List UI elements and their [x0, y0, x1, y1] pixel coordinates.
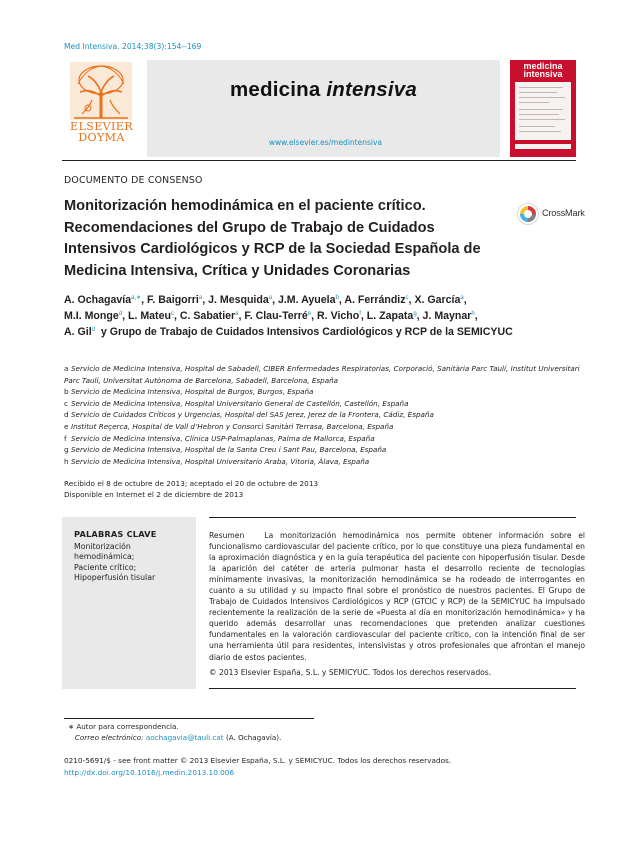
keyword-item: Paciente crítico;	[74, 562, 137, 572]
abstract-top-rule	[209, 517, 576, 518]
keyword-item: Monitorización	[74, 542, 131, 551]
author-affiliation-mark[interactable]: c	[405, 295, 409, 301]
affiliation-item: d Servicio de Cuidados Críticos y Urgencias, Hospital del SAS Jerez, Jerez de la Frontera, Cádiz, España	[64, 410, 434, 420]
abstract-copyright: © 2013 Elsevier España, S.L. y SEMICYUC. Todos los derechos reservados.	[209, 668, 492, 677]
cover-title-line-2: intensiva	[523, 69, 563, 79]
article-dates	[64, 478, 318, 500]
author: A. Ferrándiz$^c$	[344, 294, 409, 306]
affiliation-item: a Servicio de Medicina Intensiva, Hospital de Sabadell, CIBER Enfermedades Respiratorias, Corporació, Sanitària Parc Taulí, Institut Universitari Parc Taulí, Universitat Autònoma de Barcelona, Sabadell, Barcelona, España	[64, 364, 580, 385]
author: A. Gil$^d$	[64, 326, 96, 338]
elsevier-word: ELSEVIER	[70, 120, 133, 133]
author-affiliation-mark[interactable]: a	[460, 295, 464, 301]
crossmark-label: CrossMark	[542, 208, 585, 218]
author: F. Baigorri$^a$	[147, 294, 203, 306]
author: L. Zapata$^g$	[366, 310, 417, 322]
doyma-word: DOYMA	[78, 131, 125, 144]
crossmark-badge[interactable]	[517, 203, 607, 225]
journal-banner	[147, 60, 500, 157]
cover-title-line-1: medicina	[523, 61, 563, 71]
author-affiliation-mark[interactable]: d	[118, 311, 123, 317]
keywords-box	[62, 517, 196, 689]
journal-name-plain: medicina	[229, 78, 327, 101]
journal-cover-thumbnail	[510, 60, 576, 157]
affiliation-item: c Servicio de Medicina Intensiva, Hospital Universitario General de Castellón, Castellón, España	[64, 398, 409, 408]
author: J. Maynar$^h$	[422, 310, 475, 322]
affiliation-item: e Institut Reçerca, Hospital de Vall d’Hebron y Consorci Sanitàri Terrasa, Barcelona, España	[64, 421, 394, 431]
author: F. Clau-Terré$^e$	[244, 310, 312, 322]
elsevier-tree-icon	[70, 62, 132, 120]
cover-title	[510, 62, 576, 78]
cover-footer	[515, 144, 571, 149]
author-affiliation-mark[interactable]: g	[413, 311, 417, 317]
email-label: Correo electrónico:	[74, 733, 144, 742]
correspondence-label: Autor para correspondencia.	[76, 722, 179, 731]
author-affiliation-mark[interactable]: e	[307, 311, 312, 317]
author-list: A. Ochagavía$^{a,∗}$, F. Baigorri$^a$, J. Mesquida$^a$, J.M. Ayuela$^b$, A. Ferrándiz$^c$, X. García$^a$, M.I. Monge$^d$, L. Mateu$^c$, C. Sabatier$^a$, F. Clau-Terré$^e$, R. Vicho$^f$, L. Zapata$^g$, J. Maynar$^h$, A. Gil$^d$ y Grupo de Trabajo de Cuidados Intensivos Cardiológicos y RCP de la SEMICYUC	[64, 294, 513, 338]
elsevier-logo	[62, 60, 141, 157]
authors-group-suffix: y Grupo de Trabajo de Cuidados Intensivos Cardiológicos y RCP de la SEMICYUC	[100, 326, 513, 338]
author-affiliation-mark[interactable]: h	[471, 311, 475, 317]
author-affiliation-mark[interactable]: a	[198, 295, 203, 301]
author-affiliation-mark[interactable]: a	[268, 295, 273, 301]
footnote-rule	[64, 718, 314, 719]
author-affiliation-mark[interactable]: d	[91, 327, 96, 333]
author: X. García$^a$	[414, 294, 464, 306]
correspondence-footnote	[68, 721, 281, 743]
received-date: Recibido el 8 de octubre de 2013; aceptado el 20 de octubre de 2013	[64, 479, 319, 488]
abstract-text: La monitorización hemodinámica nos permite obtener información sobre el funcionalismo cardiovascular del paciente crítico, por lo que constituye una pieza fundamental en la aproximación diagnóstica y en la guía terapéutica del paciente con hipoperfusión tisular. Desde la aparición del catéter de arteria pulmonar hasta el desarrollo reciente de tecnologías mínimamente invasivas, la monitorización hemodinámica se ha rodeado de interrogantes en cuanto a su utilidad y su impacto final sobre el pronóstico de nuestros pacientes. El Grupo de Trabajo de Cuidados Intensivos Cardiológicos y RCP (GTCIC y RCP) de la SEMICYUC ha impulsado recientemente la realización de la serie de «Puesta al día en monitorización hemodinámica» y ha querido además desarrollar unas recomendaciones que pretenden analizar cuestiones fundamentales en la valoración cardiovascular del paciente crítico, con la intención final de ser una herramienta útil para residentes, intensivistas y otros profesionales que afrontan el manejo diario de estos pacientes.	[209, 531, 585, 662]
author-affiliation-mark[interactable]: f	[359, 311, 361, 317]
doi-link[interactable]: http://dx.doi.org/10.1016/j.medin.2013.10.006	[64, 768, 235, 777]
author: M.I. Monge$^d$	[64, 310, 123, 322]
affiliation-item: f Servicio de Medicina Intensiva, Clínica USP-Palmaplanas, Palma de Mallorca, España	[64, 433, 375, 443]
affiliations	[64, 363, 584, 467]
online-date: Disponible en Internet el 2 de diciembre de 2013	[64, 490, 244, 499]
author: L. Mateu$^c$	[127, 310, 174, 322]
journal-url[interactable]: www.elsevier.es/medintensiva	[268, 138, 382, 147]
crossmark-icon	[517, 203, 539, 225]
journal-name	[147, 78, 500, 102]
affiliation-item: h Servicio de Medicina Intensiva, Hospital Universitario Araba, Vitoria, Álava, España	[64, 456, 370, 466]
author: R. Vicho$^f$	[317, 310, 361, 322]
article-title: Monitorización hemodinámica en el paciente crítico. Recomendaciones del Grupo de Trabajo de Cuidados Intensivos Cardiológicos y RCP de la Sociedad Española de Medicina Intensiva, Crítica y Unidades Coronarias	[64, 198, 481, 279]
cover-contents	[515, 82, 571, 140]
keyword-item: Hipoperfusión tisular	[74, 573, 156, 583]
author-affiliation-mark[interactable]: a,∗	[131, 295, 142, 301]
affiliation-item: g Servicio de Medicina Intensiva, Hospital de la Santa Creu i Sant Pau, Barcelona, España	[64, 445, 387, 455]
author-affiliation-mark[interactable]: c	[170, 311, 174, 317]
document-type: DOCUMENTO DE CONSENSO	[64, 175, 203, 186]
journal-name-italic: intensiva	[326, 78, 418, 101]
elsevier-logo-text	[62, 121, 141, 143]
abstract-body	[209, 530, 585, 663]
publication-info	[64, 755, 451, 779]
header-rule	[62, 160, 576, 161]
issn-line: 0210-5691/$ - see front matter © 2013 Elsevier España, S.L. y SEMICYUC. Todos los derechos reservados.	[64, 756, 452, 765]
author: C. Sabatier$^a$	[179, 310, 239, 322]
author-email-link[interactable]: aochagavia@tauli.cat	[145, 733, 224, 742]
author: J. Mesquida$^a$	[208, 294, 273, 306]
author-affiliation-mark[interactable]: b	[335, 295, 339, 301]
author-affiliation-mark[interactable]: a	[235, 311, 239, 317]
keywords-heading: PALABRAS CLAVE	[74, 529, 157, 539]
journal-citation[interactable]: Med Intensiva. 2014;38(3):154--169	[64, 42, 202, 51]
keywords-list	[74, 542, 155, 584]
email-author-name: (A. Ochagavía).	[225, 733, 282, 742]
keyword-item: hemodinámica;	[74, 552, 135, 562]
abstract-bottom-rule	[209, 688, 576, 689]
abstract-label: Resumen	[209, 531, 245, 540]
footnote-marker: ∗	[68, 722, 75, 731]
author: J.M. Ayuela$^b$	[277, 294, 339, 306]
affiliation-item: b Servicio de Medicina Intensiva, Hospital de Burgos, Burgos, España	[64, 387, 314, 397]
author: A. Ochagavía$^{a,∗}$	[64, 294, 142, 306]
